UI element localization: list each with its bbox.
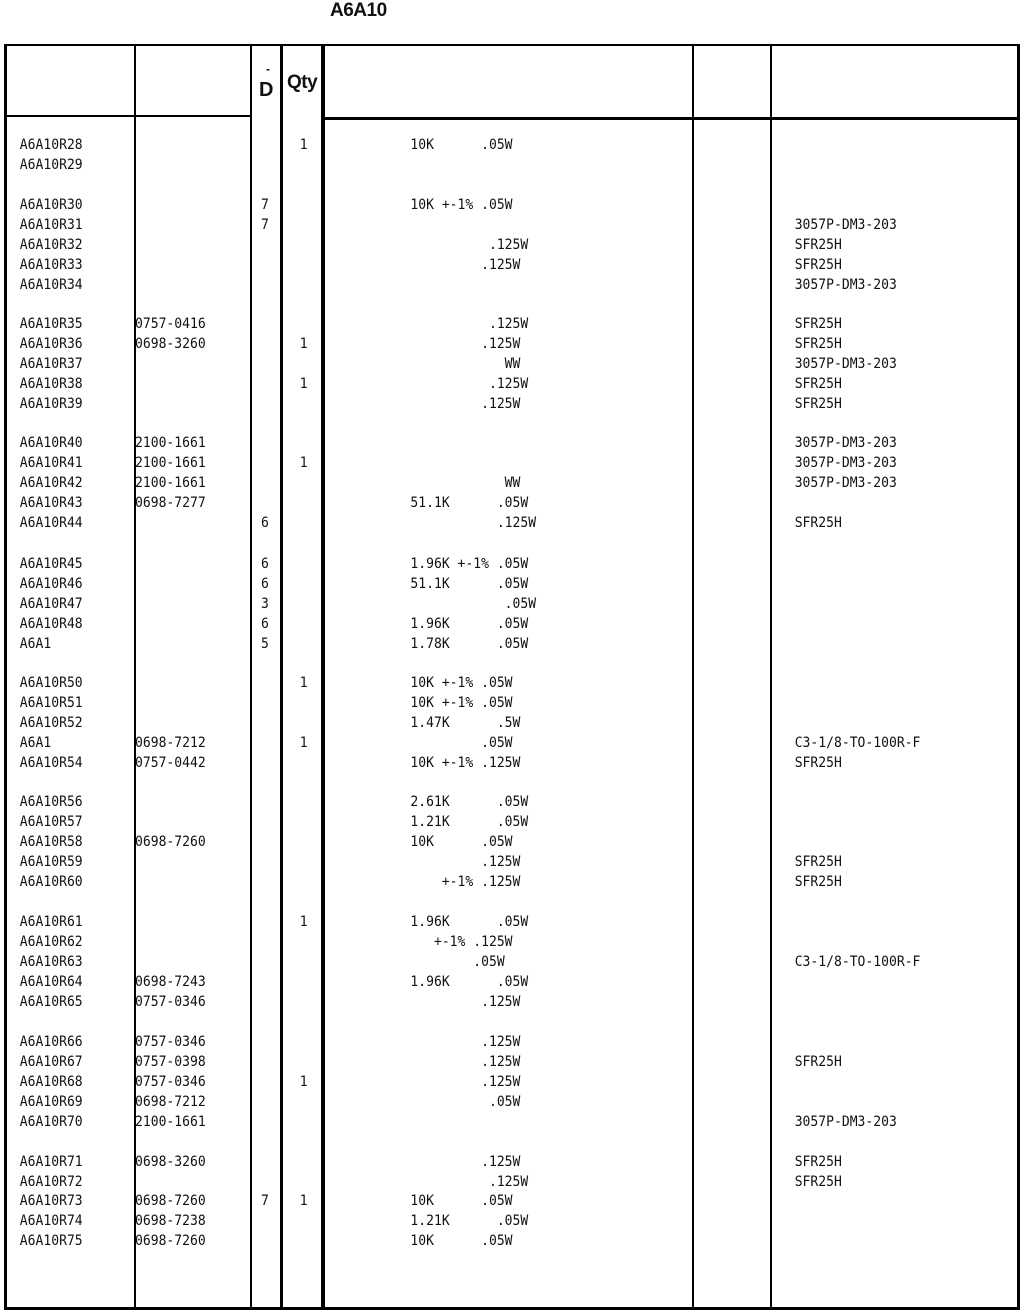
description-cell: .125W: [410, 237, 529, 253]
ref-designator-cell: A6A10R35: [19, 316, 83, 332]
mfr-part-number-cell: SFR25H: [794, 854, 842, 870]
table-row: [0, 354, 920, 374]
ref-designator-cell: A6A10R71: [19, 1154, 83, 1170]
mfr-part-number-cell: SFR25H: [794, 1174, 842, 1190]
description-cell: .125W: [410, 1034, 521, 1050]
description-cell: 1.21K .05W: [410, 1213, 529, 1229]
mfr-part-number-cell: C3-1/8-TO-100R-F: [794, 735, 921, 751]
table-row: [0, 753, 920, 773]
table-row: [0, 135, 920, 155]
ref-designator-cell: A6A10R57: [19, 814, 83, 830]
table-row: [0, 275, 920, 295]
part-number-cell: 0698-7260: [135, 834, 206, 850]
ref-designator-cell: A6A10R41: [19, 455, 83, 471]
ref-designator-cell: A6A10R42: [19, 475, 83, 491]
description-cell: .125W: [410, 1074, 521, 1090]
description-cell: 1.47K .5W: [410, 715, 521, 731]
table-row: [0, 554, 920, 574]
table-row: [0, 334, 920, 354]
ref-designator-cell: A6A10R40: [19, 435, 83, 451]
part-number-cell: 0757-0398: [135, 1054, 206, 1070]
qty-cell: 1: [299, 137, 308, 153]
table-row: [0, 493, 920, 513]
ref-designator-cell: A6A10R63: [19, 954, 83, 970]
ref-designator-cell: A6A10R67: [19, 1054, 83, 1070]
check-digit-cell: 7: [261, 1193, 269, 1209]
part-number-cell: 0757-0442: [135, 755, 206, 771]
description-cell: 10K .05W: [410, 137, 513, 153]
table-row: [0, 952, 920, 972]
table-row: [0, 155, 920, 175]
part-number-cell: 2100-1661: [135, 435, 206, 451]
description-cell: +-1% .125W: [410, 934, 513, 950]
ref-designator-cell: A6A10R64: [19, 974, 83, 990]
table-row: [0, 314, 920, 334]
ref-designator-cell: A6A10R59: [19, 854, 83, 870]
description-cell: 51.1K .05W: [410, 495, 529, 511]
table-row: [0, 453, 920, 473]
ref-designator-cell: A6A10R33: [19, 257, 83, 273]
ref-designator-cell: A6A10R72: [19, 1174, 83, 1190]
description-cell: 10K +-1% .05W: [410, 695, 513, 711]
mfr-part-number-cell: SFR25H: [794, 755, 842, 771]
mfr-part-number-cell: 3057P-DM3-203: [794, 277, 897, 293]
mfr-part-number-cell: SFR25H: [794, 515, 842, 531]
description-cell: .05W: [410, 1094, 521, 1110]
description-cell: 10K +-1% .05W: [410, 197, 513, 213]
qty-cell: 1: [299, 1074, 308, 1090]
mfr-part-number-cell: SFR25H: [794, 874, 842, 890]
part-number-cell: 0698-7212: [135, 735, 206, 751]
part-number-cell: 0698-3260: [135, 1154, 206, 1170]
table-row: [0, 594, 920, 614]
part-number-cell: 0698-3260: [135, 336, 206, 352]
part-number-cell: 2100-1661: [135, 455, 206, 471]
mfr-part-number-cell: C3-1/8-TO-100R-F: [794, 954, 921, 970]
ref-designator-cell: A6A10R70: [19, 1114, 83, 1130]
ref-designator-cell: A6A10R30: [19, 197, 83, 213]
ref-designator-cell: A6A10R68: [19, 1074, 83, 1090]
page-title: A6A10: [330, 0, 387, 21]
table-row: [0, 433, 920, 453]
part-number-cell: 0698-7238: [135, 1213, 206, 1229]
part-number-cell: 0757-0346: [135, 994, 206, 1010]
ref-designator-cell: A6A10R36: [19, 336, 83, 352]
ref-designator-cell: A6A10R38: [19, 376, 83, 392]
qty-cell: 1: [299, 1193, 308, 1209]
check-digit-cell: 6: [261, 616, 269, 632]
ref-designator-cell: A6A10R46: [19, 576, 83, 592]
header-qty: Qty: [287, 72, 318, 93]
table-row: [0, 634, 920, 654]
description-cell: .125W: [410, 376, 529, 392]
ref-designator-cell: A6A10R48: [19, 616, 83, 632]
ref-designator-cell: A6A10R65: [19, 994, 83, 1010]
description-cell: .05W: [410, 596, 537, 612]
table-row: [0, 992, 920, 1012]
qty-cell: 1: [299, 735, 308, 751]
table-row: [0, 255, 920, 275]
ref-designator-cell: A6A10R28: [19, 137, 83, 153]
check-digit-cell: 7: [261, 217, 269, 233]
table-row: [0, 713, 920, 733]
table-row: [0, 394, 920, 414]
ref-designator-cell: A6A10R56: [19, 794, 83, 810]
table-row: [0, 1112, 920, 1132]
ref-designator-cell: A6A10R45: [19, 556, 83, 572]
description-cell: 1.21K .05W: [410, 814, 529, 830]
ref-designator-cell: A6A10R54: [19, 755, 83, 771]
ref-designator-cell: A6A10R74: [19, 1213, 83, 1229]
description-cell: WW: [410, 356, 521, 372]
description-cell: .125W: [410, 1054, 521, 1070]
table-row: [0, 1052, 920, 1072]
qty-cell: 1: [299, 336, 308, 352]
check-digit-cell: 6: [261, 576, 269, 592]
table-row: [0, 374, 920, 394]
part-number-cell: 0757-0416: [135, 316, 206, 332]
description-cell: .05W: [410, 954, 505, 970]
part-number-cell: 0757-0346: [135, 1074, 206, 1090]
description-cell: 10K .05W: [410, 834, 513, 850]
table-row: [0, 1032, 920, 1052]
qty-cell: 1: [299, 914, 308, 930]
ref-designator-cell: A6A10R75: [19, 1233, 83, 1249]
mfr-part-number-cell: SFR25H: [794, 376, 842, 392]
table-row: [0, 673, 920, 693]
part-number-cell: 2100-1661: [135, 1114, 206, 1130]
check-digit-cell: 3: [261, 596, 269, 612]
part-number-cell: 0757-0346: [135, 1034, 206, 1050]
mfr-part-number-cell: SFR25H: [794, 257, 842, 273]
description-cell: .05W: [410, 735, 513, 751]
description-cell: 1.78K .05W: [410, 636, 529, 652]
description-cell: .125W: [410, 1154, 521, 1170]
description-cell: 1.96K .05W: [410, 914, 529, 930]
table-row: [0, 693, 920, 713]
table-row: [0, 912, 920, 932]
ref-designator-cell: A6A10R73: [19, 1193, 83, 1209]
table-row: [0, 574, 920, 594]
mfr-part-number-cell: SFR25H: [794, 316, 842, 332]
qty-cell: 1: [299, 675, 308, 691]
description-cell: 1.96K .05W: [410, 616, 529, 632]
description-cell: .125W: [410, 854, 521, 870]
description-cell: .125W: [410, 257, 521, 273]
ref-designator-cell: A6A10R47: [19, 596, 83, 612]
table-row: [0, 733, 920, 753]
table-row: [0, 1072, 920, 1092]
mfr-part-number-cell: 3057P-DM3-203: [794, 455, 897, 471]
ref-designator-cell: A6A10R44: [19, 515, 83, 531]
qty-cell: 1: [299, 455, 308, 471]
description-cell: WW: [410, 475, 521, 491]
header-d: D: [259, 79, 274, 101]
table-row: [0, 1092, 920, 1112]
ref-designator-cell: A6A10R58: [19, 834, 83, 850]
header-d-mark: -: [266, 62, 270, 76]
table-row: [0, 932, 920, 952]
mfr-part-number-cell: 3057P-DM3-203: [794, 435, 897, 451]
description-cell: 1.96K +-1% .05W: [410, 556, 529, 572]
mfr-part-number-cell: 3057P-DM3-203: [794, 356, 897, 372]
table-row: [0, 1152, 920, 1172]
table-row: [0, 513, 920, 533]
description-cell: .125W: [410, 1174, 529, 1190]
table-row: [0, 832, 920, 852]
ref-designator-cell: A6A10R52: [19, 715, 83, 731]
mfr-part-number-cell: 3057P-DM3-203: [794, 1114, 897, 1130]
ref-designator-cell: A6A10R60: [19, 874, 83, 890]
check-digit-cell: 5: [261, 636, 269, 652]
table-row: [0, 195, 920, 215]
part-number-cell: 0698-7212: [135, 1094, 206, 1110]
check-digit-cell: 6: [261, 556, 269, 572]
part-number-cell: 0698-7260: [135, 1193, 206, 1209]
mfr-part-number-cell: SFR25H: [794, 1154, 842, 1170]
ref-designator-cell: A6A10R50: [19, 675, 83, 691]
ref-designator-cell: A6A10R32: [19, 237, 83, 253]
ref-designator-cell: A6A10R61: [19, 914, 83, 930]
table-row: [0, 1211, 920, 1231]
mfr-part-number-cell: SFR25H: [794, 1054, 842, 1070]
table-row: [0, 614, 920, 634]
mfr-part-number-cell: 3057P-DM3-203: [794, 475, 897, 491]
table-row: [0, 852, 920, 872]
table-row: [0, 872, 920, 892]
ref-designator-cell: A6A10R29: [19, 157, 83, 173]
ref-designator-cell: A6A1: [19, 636, 52, 652]
description-cell: 2.61K .05W: [410, 794, 529, 810]
qty-cell: 1: [299, 376, 308, 392]
table-row: [0, 1191, 920, 1211]
ref-designator-cell: A6A10R43: [19, 495, 83, 511]
description-cell: .125W: [410, 515, 537, 531]
description-cell: .125W: [410, 336, 521, 352]
part-number-cell: 2100-1661: [135, 475, 206, 491]
ref-designator-cell: A6A1: [19, 735, 52, 751]
ref-designator-cell: A6A10R62: [19, 934, 83, 950]
ref-designator-cell: A6A10R39: [19, 396, 83, 412]
table-row: [0, 812, 920, 832]
check-digit-cell: 7: [261, 197, 269, 213]
ref-designator-cell: A6A10R66: [19, 1034, 83, 1050]
ref-designator-cell: A6A10R51: [19, 695, 83, 711]
ref-designator-cell: A6A10R37: [19, 356, 83, 372]
table-row: [0, 215, 920, 235]
description-cell: +-1% .125W: [410, 874, 521, 890]
description-cell: 10K +-1% .125W: [410, 755, 521, 771]
part-number-cell: 0698-7277: [135, 495, 206, 511]
description-cell: .125W: [410, 994, 521, 1010]
description-cell: 1.96K .05W: [410, 974, 529, 990]
table-row: [0, 972, 920, 992]
description-cell: .125W: [410, 396, 521, 412]
description-cell: 10K .05W: [410, 1233, 513, 1249]
description-cell: 10K .05W: [410, 1193, 513, 1209]
part-number-cell: 0698-7243: [135, 974, 206, 990]
mfr-part-number-cell: SFR25H: [794, 336, 842, 352]
table-row: [0, 1231, 920, 1251]
description-cell: 51.1K .05W: [410, 576, 529, 592]
mfr-part-number-cell: 3057P-DM3-203: [794, 217, 897, 233]
mfr-part-number-cell: SFR25H: [794, 396, 842, 412]
table-row: [0, 473, 920, 493]
description-cell: 10K +-1% .05W: [410, 675, 513, 691]
ref-designator-cell: A6A10R34: [19, 277, 83, 293]
description-cell: .125W: [410, 316, 529, 332]
table-row: [0, 792, 920, 812]
ref-designator-cell: A6A10R31: [19, 217, 83, 233]
mfr-part-number-cell: SFR25H: [794, 237, 842, 253]
part-number-cell: 0698-7260: [135, 1233, 206, 1249]
ref-designator-cell: A6A10R69: [19, 1094, 83, 1110]
check-digit-cell: 6: [261, 515, 269, 531]
table-row: [0, 235, 920, 255]
table-row: [0, 1172, 920, 1192]
